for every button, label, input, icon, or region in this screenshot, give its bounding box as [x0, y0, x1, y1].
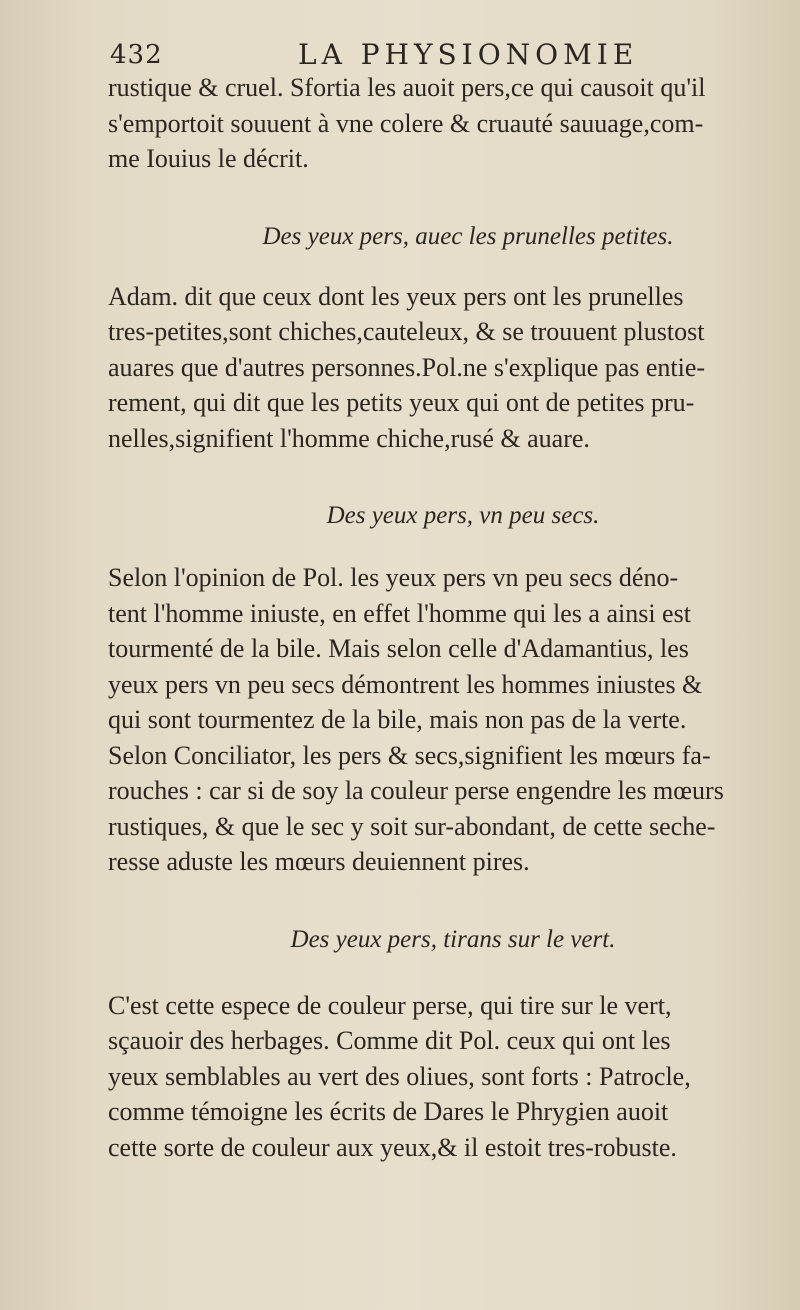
text-line: rement, qui dit que les petits yeux qui ont de petites pru- — [108, 388, 695, 417]
text-line: rustiques, & que le sec y soit sur-abondant, de cette seche- — [108, 811, 716, 841]
text-line: qui sont tourmentez de la bile, mais non pas de la verte. — [108, 705, 687, 734]
text-line: Selon Conciliator, les pers & secs,signifient les mœurs fa- — [108, 740, 711, 770]
paragraph-4 — [108, 988, 788, 1166]
section-heading-3: Des yeux pers, tirans sur le vert. — [290, 925, 616, 953]
text-line: yeux semblables au vert des oliues, sont forts : Patrocle, — [108, 1061, 691, 1091]
section-heading-2: Des yeux pers, vn peu secs. — [326, 502, 600, 529]
text-line: cette sorte de couleur aux yeux,& il estoit tres-robuste. — [108, 1132, 677, 1162]
text-line: auares que d'autres personnes.Pol.ne s'explique pas entie- — [108, 352, 706, 382]
text-line: rustique & cruel. Sfortia les auoit pers,ce qui causoit qu'il — [108, 73, 706, 102]
running-title: LA PHYSIONOMIE — [298, 38, 639, 71]
page-number: 432 — [110, 40, 163, 70]
paragraph-2 — [108, 279, 788, 457]
text-line: s'emportoit souuent à vne colere & cruauté sauuage,com- — [108, 108, 704, 138]
text-line: Adam. dit que ceux dont les yeux pers ont les prunelles — [108, 281, 684, 311]
text-line: nelles,signifient l'homme chiche,rusé & auare. — [108, 423, 590, 453]
text-line: resse aduste les mœurs deuiennent pires. — [108, 847, 530, 876]
paragraph-3 — [108, 560, 788, 880]
text-line: tourmenté de la bile. Mais selon celle d'Adamantius, les — [108, 634, 689, 663]
text-line: C'est cette espece de couleur perse, qui tire sur le vert, — [108, 990, 672, 1020]
text-line: me Iouius le décrit. — [108, 144, 309, 173]
text-line: tres-petites,sont chiches,cauteleux, & se trouuent plustost — [108, 317, 705, 346]
text-line: comme témoigne les écrits de Dares le Phrygien auoit — [108, 1097, 669, 1126]
text-line: yeux pers vn peu secs démontrent les hommes iniustes & — [108, 669, 703, 699]
text-line: sçauoir des herbages. Comme dit Pol. ceux qui ont les — [108, 1026, 671, 1055]
text-line: Selon l'opinion de Pol. les yeux pers vn peu secs déno- — [108, 563, 679, 592]
section-heading-1: Des yeux pers, auec les prunelles petites. — [262, 222, 674, 250]
paragraph-1 — [108, 70, 788, 177]
text-line: rouches : car si de soy la couleur perse engendre les mœurs — [108, 776, 724, 805]
text-line: tent l'homme iniuste, en effet l'homme qui les a ainsi est — [108, 598, 691, 628]
body-text — [108, 70, 788, 1165]
